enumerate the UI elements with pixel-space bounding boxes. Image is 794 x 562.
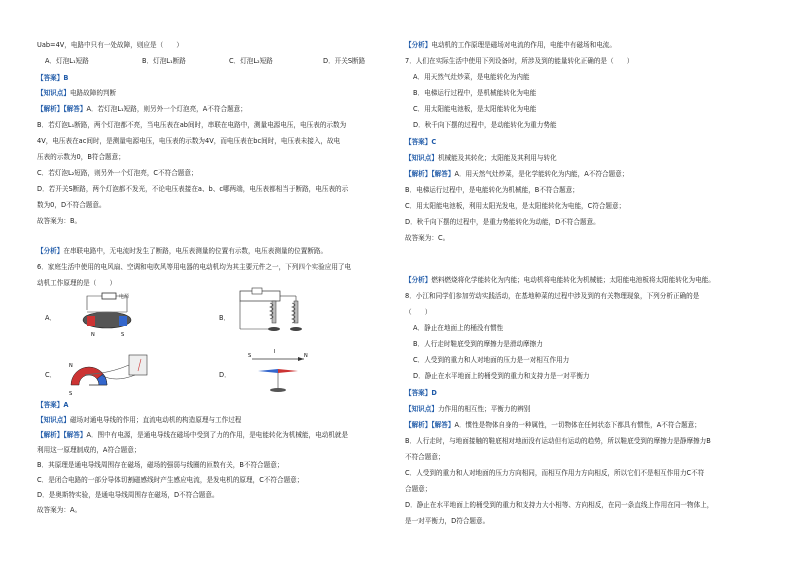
q6-analysis-line: 利用这一原理制成的，A符合题意； bbox=[37, 446, 141, 454]
fig-a-s-label: S bbox=[121, 332, 125, 338]
q7-knowledge: 【知识点】机械能及其转化；太阳能及其利用与转化 bbox=[405, 154, 557, 162]
fig-d-s-label: S bbox=[248, 353, 252, 359]
q6-stem-line: 动机工作原理的是（ ） bbox=[37, 279, 117, 287]
q5-analysis-line: C．若灯泡L₂短路，则另外一个灯泡亮，C不符合题意； bbox=[37, 169, 198, 177]
fig-d-i-label: I bbox=[274, 349, 276, 355]
q7-analysis-line: B．电梯运行过程中，是电能转化为机械能，B不符合题意； bbox=[405, 186, 579, 194]
q6-analysis-line: 故答案为：A。 bbox=[37, 506, 82, 514]
q7-option-a: A．用天然气灶炒菜，是电能转化为内能 bbox=[413, 73, 530, 81]
q5-answer: 【答案】B bbox=[37, 74, 69, 82]
q5-summary: 【分析】在串联电路中，无电流时发生了断路，电压表测量的位置有示数，电压表测量的位置断路。 bbox=[37, 247, 328, 255]
q6-analysis-line: C．是闭合电路的一部分导体切割磁感线时产生感应电流，是发电机的原理，C不符合题意； bbox=[37, 476, 304, 484]
q7-analysis-line: C．用太阳能电池板，利用太阳光发电，是太阳能转化为电能，C符合题意； bbox=[405, 202, 626, 210]
q5-analysis-line: 压表的示数为0，B符合题意； bbox=[37, 153, 125, 161]
q5-option-c: C．灯泡L₂短路 bbox=[229, 57, 273, 65]
fig-c-s-label: S bbox=[69, 391, 73, 397]
q5-option-a: A．灯泡L₁短路 bbox=[45, 57, 89, 65]
q8-stem-line: 8．小江和同学们参加劳动实践活动，在基地种菜的过程中涉及到的有关物理现象，下列分析正确的是 bbox=[405, 292, 700, 300]
q6-fig-label-c: C． bbox=[45, 371, 57, 379]
oersted-experiment-figure bbox=[232, 345, 327, 397]
q6-fig-label-d: D． bbox=[219, 371, 231, 379]
q8-answer: 【答案】D bbox=[405, 389, 437, 397]
fig-d-n-label: N bbox=[304, 353, 308, 359]
q7-analysis-line: 【解析】【解答】A．用天然气灶炒菜，是化学能转化为内能，A不符合题意； bbox=[405, 170, 629, 178]
q8-knowledge: 【知识点】力作用的相互性；平衡力的辨别 bbox=[405, 405, 531, 413]
q6-analysis-line: D．是奥斯特实验，是通电导线周围存在磁场，D不符合题意。 bbox=[37, 491, 219, 499]
q7-analysis-line: D．秋千向下摆的过程中，是重力势能转化为动能，D不符合题意。 bbox=[405, 218, 600, 226]
q6-fig-label-b: B． bbox=[219, 314, 231, 322]
q5-analysis-line: 故答案为：B。 bbox=[37, 217, 82, 225]
q7-option-d: D．秋千向下摆的过程中，是动能转化为重力势能 bbox=[413, 121, 557, 129]
q7-option-c: C．用太阳能电池板，是太阳能转化为电能 bbox=[413, 105, 537, 113]
q7-stem: 7．人们在实际生活中使用下列设备时，所涉及到的能量转化正确的是（ ） bbox=[405, 57, 634, 65]
fig-c-n-label: N bbox=[69, 363, 73, 369]
q5-analysis-line: D．若开关S断路，两个灯泡都不发光，不论电压表接在a、b、c哪两端，电压表都相当于断路，电压表的示 bbox=[37, 185, 349, 193]
q8-analysis-line: C．人受到的重力和人对地面的压力方向相同，而相互作用力方向相反，所以它们不是相互作用力C不符 bbox=[405, 469, 705, 477]
q6-analysis-line: B．其原理是通电导线周围存在磁场，磁场的强弱与线圈的匝数有关，B不符合题意； bbox=[37, 461, 284, 469]
q5-analysis-line: B．若灯泡L₁断路，两个灯泡都不亮，当电压表在ab间时，串联在电路中，测量电源电压，电压表的示数为 bbox=[37, 121, 347, 129]
q8-option-c: C．人受到的重力和人对地面的压力是一对相互作用力 bbox=[413, 356, 570, 364]
q6-answer: 【答案】A bbox=[37, 401, 69, 409]
q8-analysis-line: 合题意； bbox=[405, 485, 432, 493]
q6-stem-line: 6．家庭生活中使用的电风扇、空调和电吹风等用电器的电动机均为其主要元件之一，下列四个实验应用了电 bbox=[37, 263, 352, 271]
q7-analysis-line: 故答案为：C。 bbox=[405, 234, 450, 242]
q8-option-b: B．人行走时鞋底受到的摩擦力是滑动摩擦力 bbox=[413, 340, 543, 348]
fig-a-power-label: 电源 bbox=[119, 294, 130, 300]
q5-option-d: D．开关S断路 bbox=[323, 57, 366, 65]
q5-knowledge: 【知识点】电路故障的判断 bbox=[37, 89, 117, 97]
q6-fig-label-a: A． bbox=[45, 314, 57, 322]
q6-summary: 【分析】电动机的工作原理是磁场对电流的作用，电能中有磁场和电流。 bbox=[405, 41, 616, 49]
q8-analysis-line: B．人行走时，与地面接触的鞋底相对地面没有运动但有运动的趋势，所以鞋底受到的摩擦力是静摩擦力B bbox=[405, 437, 711, 445]
q8-option-d: D．静止在水平地面上的桶受到的重力和支持力是一对平衡力 bbox=[413, 372, 590, 380]
q8-analysis-line: 是一对平衡力，D符合题意。 bbox=[405, 517, 490, 525]
q6-knowledge: 【知识点】磁场对通电导线的作用；直流电动机的构造原理与工作过程 bbox=[37, 416, 242, 424]
electromagnet-figure bbox=[232, 285, 327, 340]
q8-analysis-line: 不符合题意； bbox=[405, 453, 445, 461]
q5-stem-tail: Uab=4V，电路中只有一处故障，则应是（ ） bbox=[37, 41, 183, 49]
q7-answer: 【答案】C bbox=[405, 138, 437, 146]
q6-analysis-line: 【解析】【解答】A．图中有电源，是通电导线在磁场中受到了力的作用，是电能转化为机械能，电动机就是 bbox=[37, 431, 349, 439]
motor-experiment-figure bbox=[57, 290, 152, 340]
q5-analysis-line: 4V，电压表在ac间时，是测量电源电压，电压表的示数为4V，而电压表在bc间时，电压表未接入，故电 bbox=[37, 137, 341, 145]
q8-stem-line: （ ） bbox=[405, 308, 432, 316]
q8-analysis-line: 【解析】【解答】A．惯性是物体自身的一种属性，一切物体在任何状态下都具有惯性，A不符合题意； bbox=[405, 421, 701, 429]
q5-option-b: B．灯泡L₁断路 bbox=[142, 57, 186, 65]
generator-experiment-figure bbox=[57, 345, 152, 397]
q8-option-a: A．静止在地面上的桶没有惯性 bbox=[413, 324, 504, 332]
fig-a-n-label: N bbox=[91, 332, 95, 338]
q7-option-b: B．电梯运行过程中，是机械能转化为电能 bbox=[413, 89, 537, 97]
q5-analysis-line: 数为0，D不符合题意。 bbox=[37, 201, 106, 209]
q8-analysis-line: D．静止在水平地面上的桶受到的重力和支持力大小相等、方向相反，在同一条直线上作用在同一物体上， bbox=[405, 501, 714, 509]
q5-analysis-line: 【解析】【解答】A．若灯泡L₁短路，则另外一个灯泡亮，A不符合题意； bbox=[37, 105, 247, 113]
q7-summary: 【分析】燃料燃烧将化学能转化为内能；电动机将电能转化为机械能；太阳能电池板将太阳能转化为电能。 bbox=[405, 276, 715, 284]
